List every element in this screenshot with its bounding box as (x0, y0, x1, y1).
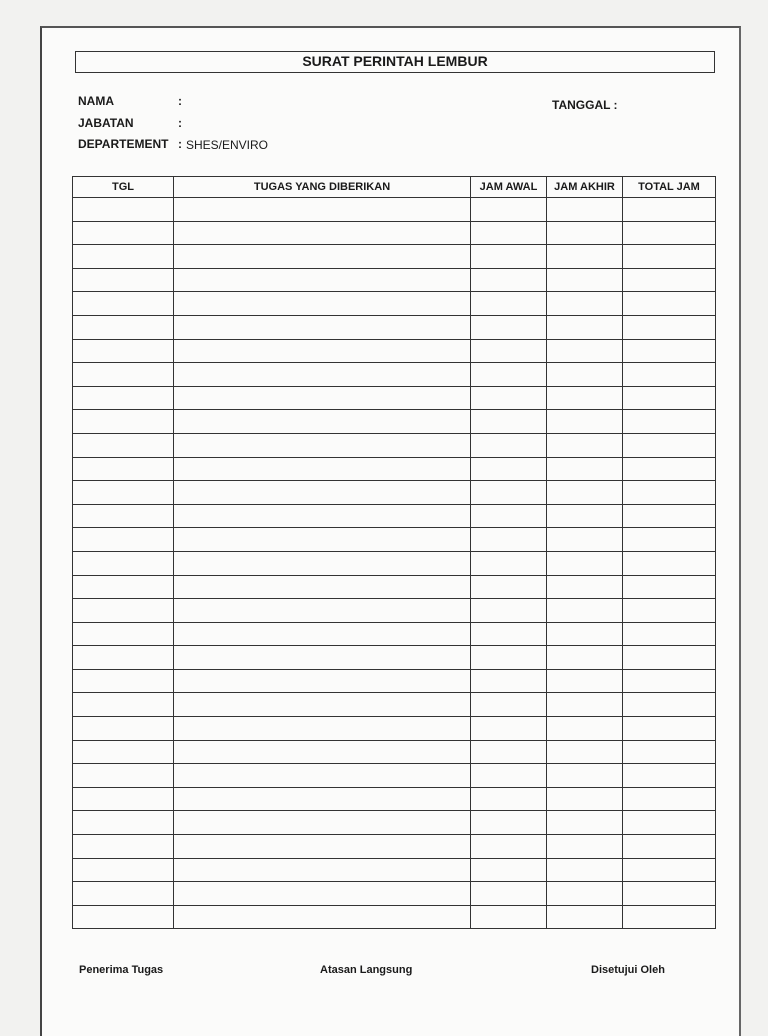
cell-jam-akhir (547, 882, 623, 906)
table-row (73, 787, 716, 811)
table-row (73, 386, 716, 410)
cell-jam-awal (471, 669, 547, 693)
cell-tgl (73, 787, 174, 811)
table-row (73, 363, 716, 387)
cell-jam-akhir (547, 835, 623, 859)
nama-colon: : (178, 94, 182, 108)
tanggal-label: TANGGAL : (552, 98, 618, 112)
cell-jam-akhir (547, 551, 623, 575)
cell-jam-awal (471, 622, 547, 646)
signature-atasan-langsung: Atasan Langsung (320, 964, 413, 976)
cell-tgl (73, 504, 174, 528)
cell-tgl (73, 551, 174, 575)
table-row (73, 693, 716, 717)
cell-tugas (174, 905, 471, 929)
cell-tugas (174, 221, 471, 245)
header-tugas: TUGAS YANG DIBERIKAN (174, 177, 471, 198)
cell-tgl (73, 457, 174, 481)
cell-total-jam (623, 599, 716, 623)
cell-jam-akhir (547, 905, 623, 929)
cell-total-jam (623, 622, 716, 646)
cell-tugas (174, 858, 471, 882)
table-row (73, 622, 716, 646)
cell-jam-awal (471, 551, 547, 575)
cell-tugas (174, 575, 471, 599)
cell-tgl (73, 198, 174, 222)
cell-tgl (73, 292, 174, 316)
cell-tgl (73, 717, 174, 741)
cell-jam-awal (471, 646, 547, 670)
cell-jam-awal (471, 292, 547, 316)
table-row (73, 339, 716, 363)
cell-jam-akhir (547, 386, 623, 410)
departement-value: SHES/ENVIRO (186, 138, 269, 152)
cell-tgl (73, 386, 174, 410)
cell-jam-awal (471, 457, 547, 481)
cell-total-jam (623, 858, 716, 882)
cell-jam-akhir (547, 457, 623, 481)
cell-tugas (174, 740, 471, 764)
cell-total-jam (623, 764, 716, 788)
cell-tgl (73, 646, 174, 670)
nama-label: NAMA (78, 94, 114, 108)
cell-tgl (73, 410, 174, 434)
signature-disetujui-oleh: Disetujui Oleh (591, 964, 665, 976)
table-row (73, 835, 716, 859)
cell-total-jam (623, 221, 716, 245)
cell-tgl (73, 764, 174, 788)
cell-tugas (174, 787, 471, 811)
header-jam-awal: JAM AWAL (471, 177, 547, 198)
cell-tgl (73, 882, 174, 906)
cell-tgl (73, 599, 174, 623)
cell-total-jam (623, 410, 716, 434)
table-row (73, 551, 716, 575)
cell-total-jam (623, 811, 716, 835)
cell-total-jam (623, 669, 716, 693)
cell-jam-awal (471, 717, 547, 741)
cell-tgl (73, 575, 174, 599)
departement-label: DEPARTEMENT (78, 137, 169, 151)
table-row (73, 858, 716, 882)
cell-jam-awal (471, 504, 547, 528)
cell-total-jam (623, 528, 716, 552)
cell-total-jam (623, 363, 716, 387)
cell-jam-awal (471, 198, 547, 222)
cell-tgl (73, 693, 174, 717)
cell-total-jam (623, 787, 716, 811)
cell-tgl (73, 858, 174, 882)
form-title: SURAT PERINTAH LEMBUR (75, 51, 715, 73)
cell-total-jam (623, 386, 716, 410)
cell-tgl (73, 315, 174, 339)
cell-tgl (73, 740, 174, 764)
header-tgl: TGL (73, 177, 174, 198)
table-row (73, 457, 716, 481)
table-row (73, 410, 716, 434)
table-row (73, 221, 716, 245)
cell-tugas (174, 622, 471, 646)
cell-total-jam (623, 339, 716, 363)
cell-tugas (174, 433, 471, 457)
jabatan-label: JABATAN (78, 116, 134, 130)
cell-total-jam (623, 457, 716, 481)
cell-jam-awal (471, 905, 547, 929)
table-row (73, 504, 716, 528)
cell-jam-akhir (547, 787, 623, 811)
cell-tugas (174, 245, 471, 269)
cell-jam-akhir (547, 268, 623, 292)
cell-tugas (174, 339, 471, 363)
table-row (73, 882, 716, 906)
cell-jam-awal (471, 693, 547, 717)
cell-jam-awal (471, 481, 547, 505)
cell-jam-awal (471, 740, 547, 764)
header-jam-akhir: JAM AKHIR (547, 177, 623, 198)
cell-jam-awal (471, 811, 547, 835)
table-header-row (73, 177, 716, 198)
cell-jam-akhir (547, 315, 623, 339)
cell-tugas (174, 835, 471, 859)
cell-jam-awal (471, 245, 547, 269)
table-row (73, 646, 716, 670)
cell-tgl (73, 669, 174, 693)
cell-jam-akhir (547, 481, 623, 505)
cell-jam-akhir (547, 622, 623, 646)
cell-tgl (73, 268, 174, 292)
cell-jam-akhir (547, 646, 623, 670)
cell-tugas (174, 717, 471, 741)
table-row (73, 268, 716, 292)
cell-jam-awal (471, 882, 547, 906)
cell-jam-awal (471, 221, 547, 245)
cell-tgl (73, 245, 174, 269)
cell-jam-awal (471, 433, 547, 457)
table-row (73, 245, 716, 269)
cell-jam-akhir (547, 575, 623, 599)
cell-jam-akhir (547, 693, 623, 717)
cell-total-jam (623, 905, 716, 929)
cell-total-jam (623, 433, 716, 457)
cell-jam-awal (471, 268, 547, 292)
cell-tugas (174, 410, 471, 434)
jabatan-colon: : (178, 116, 182, 130)
cell-jam-awal (471, 410, 547, 434)
departement-colon: : (178, 137, 182, 151)
cell-tugas (174, 457, 471, 481)
cell-tgl (73, 481, 174, 505)
cell-total-jam (623, 198, 716, 222)
cell-total-jam (623, 268, 716, 292)
table-row (73, 575, 716, 599)
cell-tugas (174, 669, 471, 693)
cell-jam-awal (471, 787, 547, 811)
cell-total-jam (623, 693, 716, 717)
cell-jam-akhir (547, 504, 623, 528)
cell-jam-awal (471, 363, 547, 387)
cell-jam-awal (471, 858, 547, 882)
cell-jam-akhir (547, 410, 623, 434)
signature-penerima-tugas: Penerima Tugas (79, 964, 164, 976)
cell-tugas (174, 811, 471, 835)
table-row (73, 528, 716, 552)
cell-jam-akhir (547, 221, 623, 245)
cell-jam-akhir (547, 669, 623, 693)
cell-tugas (174, 551, 471, 575)
table-row (73, 198, 716, 222)
cell-tugas (174, 504, 471, 528)
cell-total-jam (623, 292, 716, 316)
cell-tugas (174, 646, 471, 670)
cell-jam-awal (471, 339, 547, 363)
table-row (73, 669, 716, 693)
table-row (73, 717, 716, 741)
cell-tgl (73, 835, 174, 859)
cell-jam-akhir (547, 433, 623, 457)
cell-jam-akhir (547, 363, 623, 387)
cell-tugas (174, 363, 471, 387)
cell-tgl (73, 363, 174, 387)
cell-jam-awal (471, 386, 547, 410)
cell-jam-akhir (547, 245, 623, 269)
cell-total-jam (623, 835, 716, 859)
cell-jam-awal (471, 575, 547, 599)
overtime-table (72, 176, 716, 929)
cell-tugas (174, 882, 471, 906)
table-row (73, 433, 716, 457)
table-row (73, 315, 716, 339)
cell-tgl (73, 339, 174, 363)
cell-tugas (174, 528, 471, 552)
cell-jam-akhir (547, 599, 623, 623)
cell-jam-akhir (547, 339, 623, 363)
cell-jam-awal (471, 599, 547, 623)
cell-tugas (174, 315, 471, 339)
cell-tugas (174, 481, 471, 505)
table-row (73, 905, 716, 929)
table-row (73, 599, 716, 623)
cell-total-jam (623, 504, 716, 528)
cell-tugas (174, 268, 471, 292)
table-row (73, 740, 716, 764)
cell-tugas (174, 198, 471, 222)
cell-jam-akhir (547, 858, 623, 882)
cell-jam-awal (471, 764, 547, 788)
cell-total-jam (623, 315, 716, 339)
cell-tgl (73, 622, 174, 646)
cell-jam-awal (471, 835, 547, 859)
cell-jam-awal (471, 315, 547, 339)
cell-total-jam (623, 481, 716, 505)
cell-jam-akhir (547, 764, 623, 788)
cell-jam-akhir (547, 717, 623, 741)
table-row (73, 764, 716, 788)
cell-tugas (174, 693, 471, 717)
cell-tugas (174, 292, 471, 316)
cell-total-jam (623, 551, 716, 575)
cell-jam-awal (471, 528, 547, 552)
form-sheet (40, 26, 741, 1036)
cell-jam-akhir (547, 811, 623, 835)
cell-tgl (73, 528, 174, 552)
cell-tugas (174, 386, 471, 410)
header-total-jam: TOTAL JAM (623, 177, 716, 198)
cell-tgl (73, 221, 174, 245)
cell-jam-akhir (547, 198, 623, 222)
cell-total-jam (623, 717, 716, 741)
cell-jam-akhir (547, 740, 623, 764)
cell-jam-akhir (547, 292, 623, 316)
cell-total-jam (623, 882, 716, 906)
cell-total-jam (623, 245, 716, 269)
table-row (73, 292, 716, 316)
table-row (73, 481, 716, 505)
cell-total-jam (623, 575, 716, 599)
cell-tugas (174, 599, 471, 623)
cell-tgl (73, 433, 174, 457)
cell-tugas (174, 764, 471, 788)
cell-jam-akhir (547, 528, 623, 552)
table-row (73, 811, 716, 835)
cell-tgl (73, 811, 174, 835)
cell-tgl (73, 905, 174, 929)
cell-total-jam (623, 646, 716, 670)
cell-total-jam (623, 740, 716, 764)
